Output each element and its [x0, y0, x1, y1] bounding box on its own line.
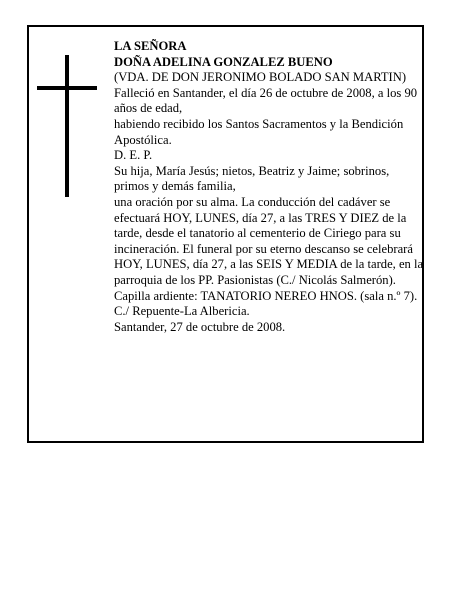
cross-vertical-bar — [65, 55, 69, 197]
obituary-title: LA SEÑORA — [114, 39, 187, 53]
deceased-name: DOÑA ADELINA GONZALEZ BUENO — [114, 54, 333, 69]
death-announcement: Falleció en Santander, el día 26 de octubre de 2008, a los 90 años de edad, — [114, 85, 418, 116]
widow-of-line: (VDA. DE DON JERONIMO BOLADO SAN MARTIN) — [114, 70, 407, 85]
obituary-text — [114, 39, 426, 335]
family-line: Su hija, María Jesús; nietos, Beatriz y Jaime; sobrinos, primos y demás familia, — [114, 163, 390, 194]
sacraments-line: habiendo recibido los Santos Sacramentos y la Bendición Apostólica. — [114, 116, 404, 147]
closing-date: Santander, 27 de octubre de 2008. — [114, 319, 286, 334]
funeral-details: una oración por su alma. La conducción del cadáver se efectuará HOY, LUNES, día 27, a las TRES Y DIEZ de la tarde, desde el tanatorio al cementerio de Ciriego para su incineración. El funeral por su eterno descanso se celebrará HOY, LUNES, día 27, a las SEIS Y MEDIA de la tarde, en la parroquia de los PP. Pasionistas (C./ Nicolás Salmerón). Capilla ardiente: TANATORIO NEREO HNOS. (sala n.º 7). C./ Repuente-La Albericia. — [114, 194, 424, 319]
cross-horizontal-bar — [37, 86, 97, 90]
rest-in-peace: D. E. P. — [114, 148, 153, 163]
cross-icon — [37, 55, 97, 197]
